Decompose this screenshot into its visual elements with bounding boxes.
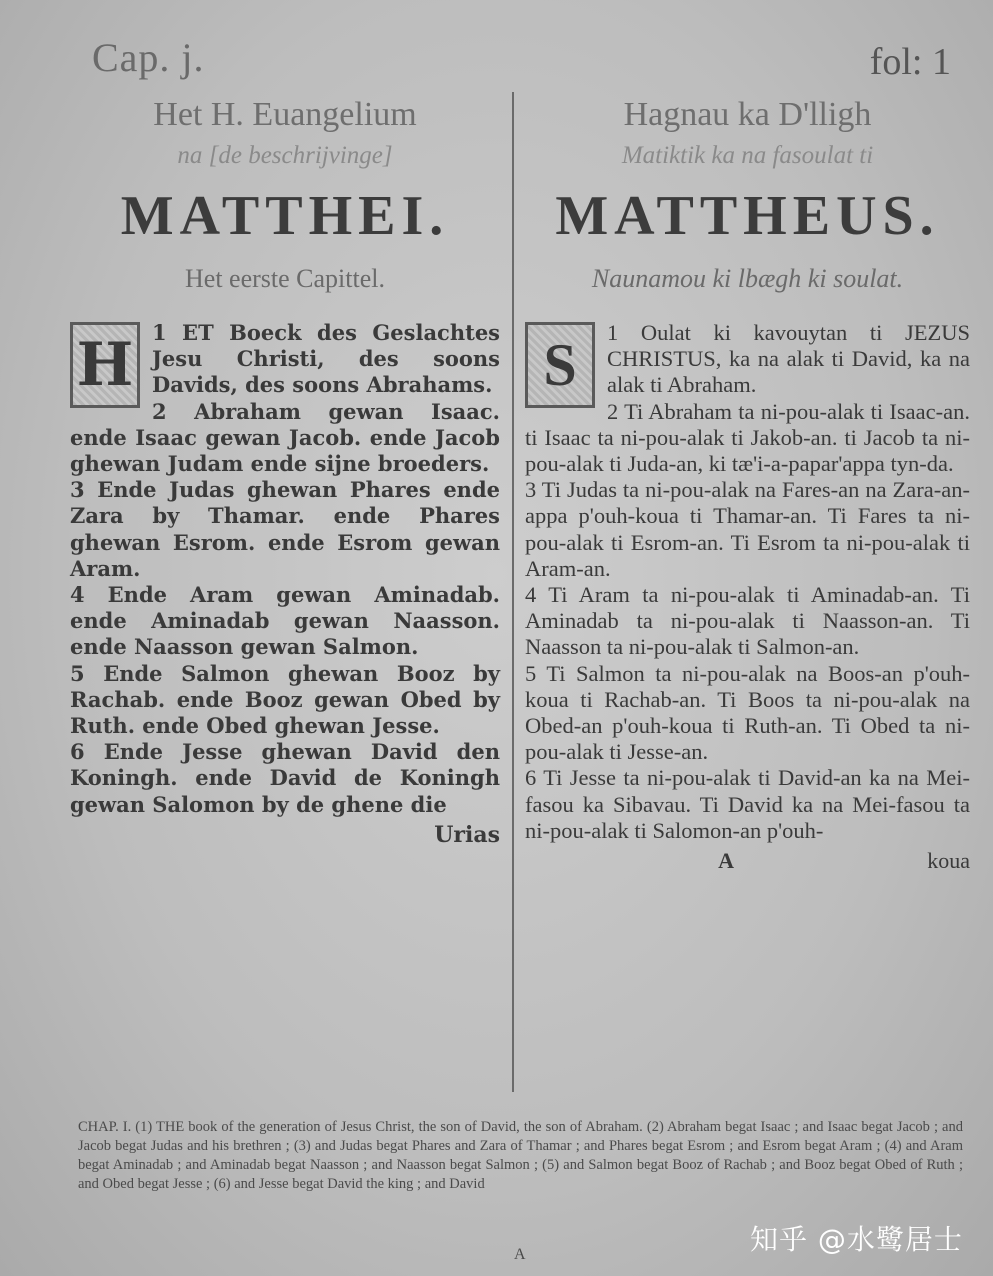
dutch-title-line1: Het H. Euangelium [153, 96, 417, 133]
formosan-verse-6: 6 Ti Jesse ta ni-pou-alak ti David-an ka na Mei-fasou ka Sibavau. Ti David ka na Mei-fasou ta ni-pou-alak ti Salomon-an p'ouh- [525, 765, 970, 843]
formosan-chapter-heading: Naunamou ki lbægh ki soulat. [591, 264, 904, 293]
formosan-verse-3: 3 Ti Judas ta ni-pou-alak na Fares-an na Zara-an-appa p'ouh-koua ti Thamar-an. Ti Fares ta ni-pou-alak ti Esrom-an. Ti Esrom ta ni-pou-alak ti Aram-an. [525, 477, 970, 581]
folio-number: fol: 1 [869, 41, 951, 83]
dutch-big-title: MATTHEI. [120, 185, 450, 247]
formosan-verses [525, 320, 970, 874]
formosan-verse-2: 2 Ti Abraham ta ni-pou-alak ti Isaac-an. ti Isaac ta ni-pou-alak ti Jakob-an. ti Jacob ta ni-pou-alak ti Juda-an, ki tæ'i-a-papar'appa tyn-da. [525, 398, 970, 477]
dutch-verse-4: 4 Ende Aram gewan Aminadab. ende Aminadab gewan Naasson. ende Naasson gewan Salmon. [70, 582, 500, 660]
dutch-chapter-heading: Het eerste Capittel. [185, 264, 385, 293]
zhihu-watermark: 知乎 @水鹭居士 [750, 1223, 963, 1256]
chapter-marker: Cap. j. [92, 35, 205, 80]
dutch-catchword: Urias [434, 821, 500, 848]
column-divider [512, 92, 514, 1092]
dutch-column [70, 92, 500, 848]
dutch-verse-6: 6 Ende Jesse ghewan David den Koningh. ende David de Koningh gewan Salomon by de ghene die [70, 739, 500, 817]
decorated-initial-h: H [70, 322, 140, 408]
decorated-initial-s: S [525, 322, 595, 408]
dutch-verse-5: 5 Ende Salmon ghewan Booz by Rachab. ende Booz gewan Obed by Ruth. ende Obed ghewan Jesse. [70, 660, 500, 739]
english-footnote: CHAP. I. (1) THE book of the generation of Jesus Christ, the son of David, the son of Abraham. (2) Abraham begat Isaac ; and Isaac begat Jacob ; and Jacob begat Judas and his brethren ; (3) and Judas begat Phares and Zara of Thamar ; and Phares begat Esrom ; and Esrom begat Aram ; (4) and Aram begat Aminadab ; and Aminadab begat Naasson ; and Naasson begat Salmon ; (5) and Salmon begat Booz of Rachab ; and Booz begat Obed of Ruth ; and Obed begat Jesse ; (6) and Jesse begat David the king ; and David [78, 1119, 963, 1192]
formosan-signature-row [525, 848, 970, 874]
formosan-title-line1: Hagnau ka D'lligh [623, 96, 872, 133]
dutch-verse-3: 3 Ende Judas ghewan Phares ende Zara by Thamar. ende Phares ghewan Esrom. ende Esrom gewan Aram. [70, 477, 500, 581]
formosan-verse-4: 4 Ti Aram ta ni-pou-alak ti Aminadab-an. Ti Aminadab ta ni-pou-alak ti Naasson-an. Ti Naasson ta ni-pou-alak ti Salmon-an. [525, 582, 970, 660]
formosan-catchword: koua [927, 848, 970, 874]
dutch-verses [70, 320, 500, 848]
formosan-verse-5: 5 Ti Salmon ta ni-pou-alak na Boos-an p'ouh-koua ti Rachab-an. Ti Boos ta ni-pou-alak na Obed-an p'ouh-koua ti Ruth-an. Ti Obed ta ni-pou-alak ti Jesse-an. [525, 660, 970, 765]
formosan-verse-1: 1 Oulat ki kavouytan ti JEZUS CHRISTUS, ka na alak ti David, ka na alak ti Abraham. [607, 320, 970, 398]
signature-mark: A [718, 848, 735, 874]
formosan-column [525, 92, 970, 874]
formosan-big-title: MATTHEUS. [555, 185, 940, 247]
dutch-verse-1: 1 ET Boeck des Geslachtes Jesu Christi, des soons Davids, des soons Abrahams. [152, 320, 500, 398]
dutch-title-line2: na [de beschrijvinge] [177, 142, 393, 169]
bottom-signature: A [514, 1246, 526, 1263]
formosan-title-line2: Matiktik ka na fasoulat ti [621, 142, 874, 169]
dutch-verse-2: 2 Abraham gewan Isaac. ende Isaac gewan Jacob. ende Jacob ghewan Judam ende sijne broeders. [70, 398, 500, 477]
